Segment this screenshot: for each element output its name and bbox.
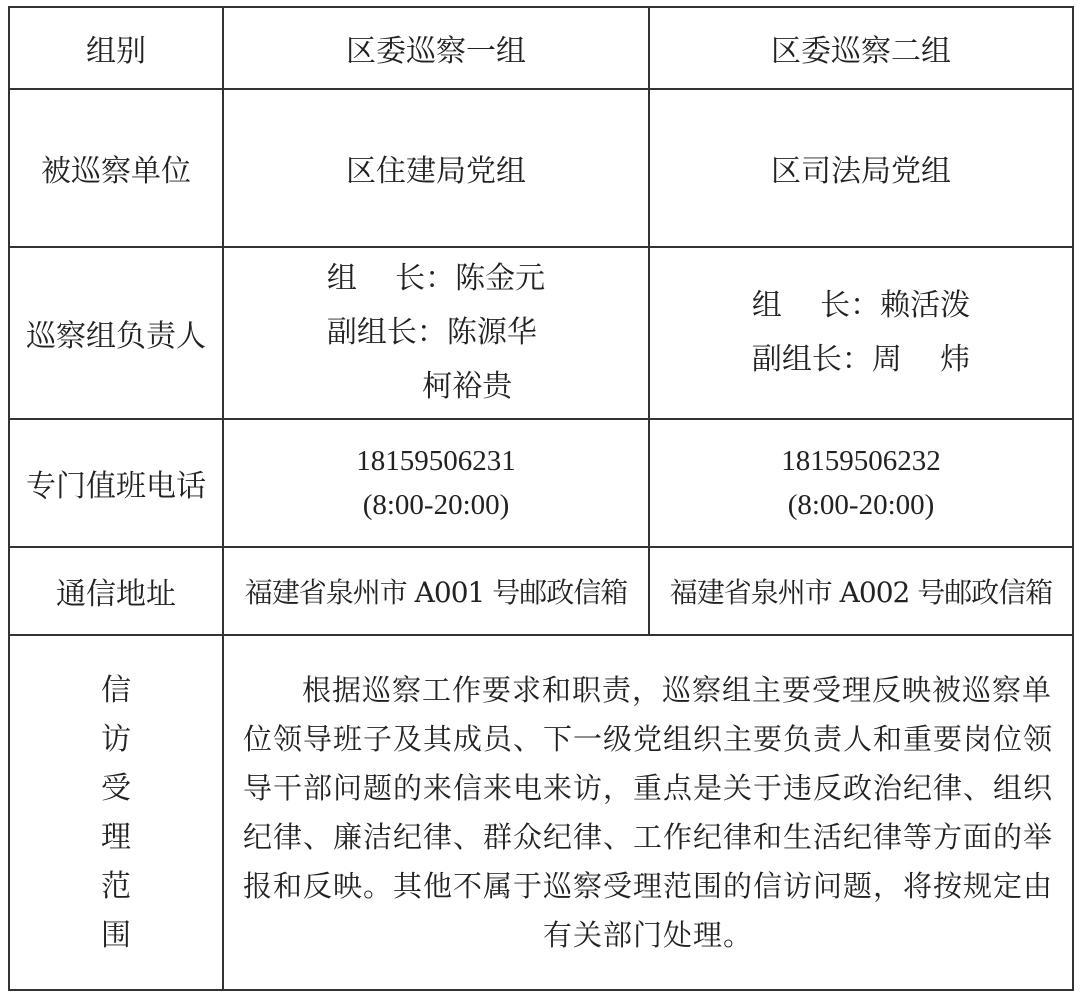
inspection-info-table xyxy=(8,6,1074,991)
scope-text-cell xyxy=(223,635,1073,990)
scope-label-char: 访 xyxy=(101,721,131,757)
inspected-unit-label-cell xyxy=(9,89,223,247)
inspected-unit-group1: 区住建局党组 xyxy=(346,154,526,189)
scope-row xyxy=(9,635,1073,990)
leaders-label-cell xyxy=(9,247,223,419)
inspected-unit-group1-cell xyxy=(223,89,649,247)
address-group2: 福建省泉州市 A002 号邮政信箱 xyxy=(669,576,1053,609)
inspected-unit-group2-cell xyxy=(649,89,1073,247)
scope-label-char: 信 xyxy=(101,672,131,708)
leader-line: 组 长：陈金元 xyxy=(326,261,546,296)
hotline-label-cell xyxy=(9,419,223,547)
scope-label-char: 理 xyxy=(101,819,131,855)
leaders-group1-list xyxy=(327,252,545,414)
scope-label-cell xyxy=(9,635,223,990)
address-row xyxy=(9,547,1073,635)
leader-line: 组 长：赖活泼 xyxy=(751,288,971,323)
header-group1-cell xyxy=(223,7,649,89)
leader-line: 柯裕贵 xyxy=(326,369,513,404)
inspected-unit-label: 被巡察单位 xyxy=(41,154,191,189)
inspected-unit-group2: 区司法局党组 xyxy=(771,154,951,189)
hotline-group1-phone: 18159506231 xyxy=(356,445,516,477)
header-row xyxy=(9,7,1073,89)
header-label-cell xyxy=(9,7,223,89)
scope-text: 根据巡察工作要求和职责，巡察组主要受理反映被巡察单位领导班子及其成员、下一级党组织主要负责人和重要岗位领导干部问题的来信来电来访，重点是关于违反政治纪律、组织纪律、廉洁纪律、群众纪律、工作纪律和生活纪律等方面的举报和反映。其他不属于巡察受理范围的信访问题，将按规定由有关部门处理。 xyxy=(242,672,1053,952)
leader-line: 副组长：周 炜 xyxy=(751,342,971,377)
hotline-group2-hours: (8:00-20:00) xyxy=(787,489,935,521)
address-group1: 福建省泉州市 A001 号邮政信箱 xyxy=(244,576,628,609)
leaders-group2-list xyxy=(752,279,970,387)
hotline-group2-cell xyxy=(649,419,1073,547)
leader-line: 副组长：陈源华 xyxy=(326,315,537,350)
address-group2-cell xyxy=(649,547,1073,635)
header-group2-cell xyxy=(649,7,1073,89)
hotline-label: 专门值班电话 xyxy=(26,469,206,504)
scope-label-char: 范 xyxy=(101,868,131,904)
scope-label-char: 围 xyxy=(101,917,131,953)
leaders-group1-cell xyxy=(223,247,649,419)
hotline-group1-cell xyxy=(223,419,649,547)
hotline-group2-phone: 18159506232 xyxy=(781,445,941,477)
header-label: 组别 xyxy=(86,34,146,69)
hotline-row xyxy=(9,419,1073,547)
scope-label-char: 受 xyxy=(101,770,131,806)
leaders-group2-cell xyxy=(649,247,1073,419)
leaders-row xyxy=(9,247,1073,419)
header-group2: 区委巡察二组 xyxy=(771,34,951,69)
header-group1: 区委巡察一组 xyxy=(346,34,526,69)
address-label: 通信地址 xyxy=(56,577,176,612)
inspected-unit-row xyxy=(9,89,1073,247)
address-group1-cell xyxy=(223,547,649,635)
address-label-cell xyxy=(9,547,223,635)
leaders-label: 巡察组负责人 xyxy=(26,319,206,354)
hotline-group1-hours: (8:00-20:00) xyxy=(362,489,510,521)
